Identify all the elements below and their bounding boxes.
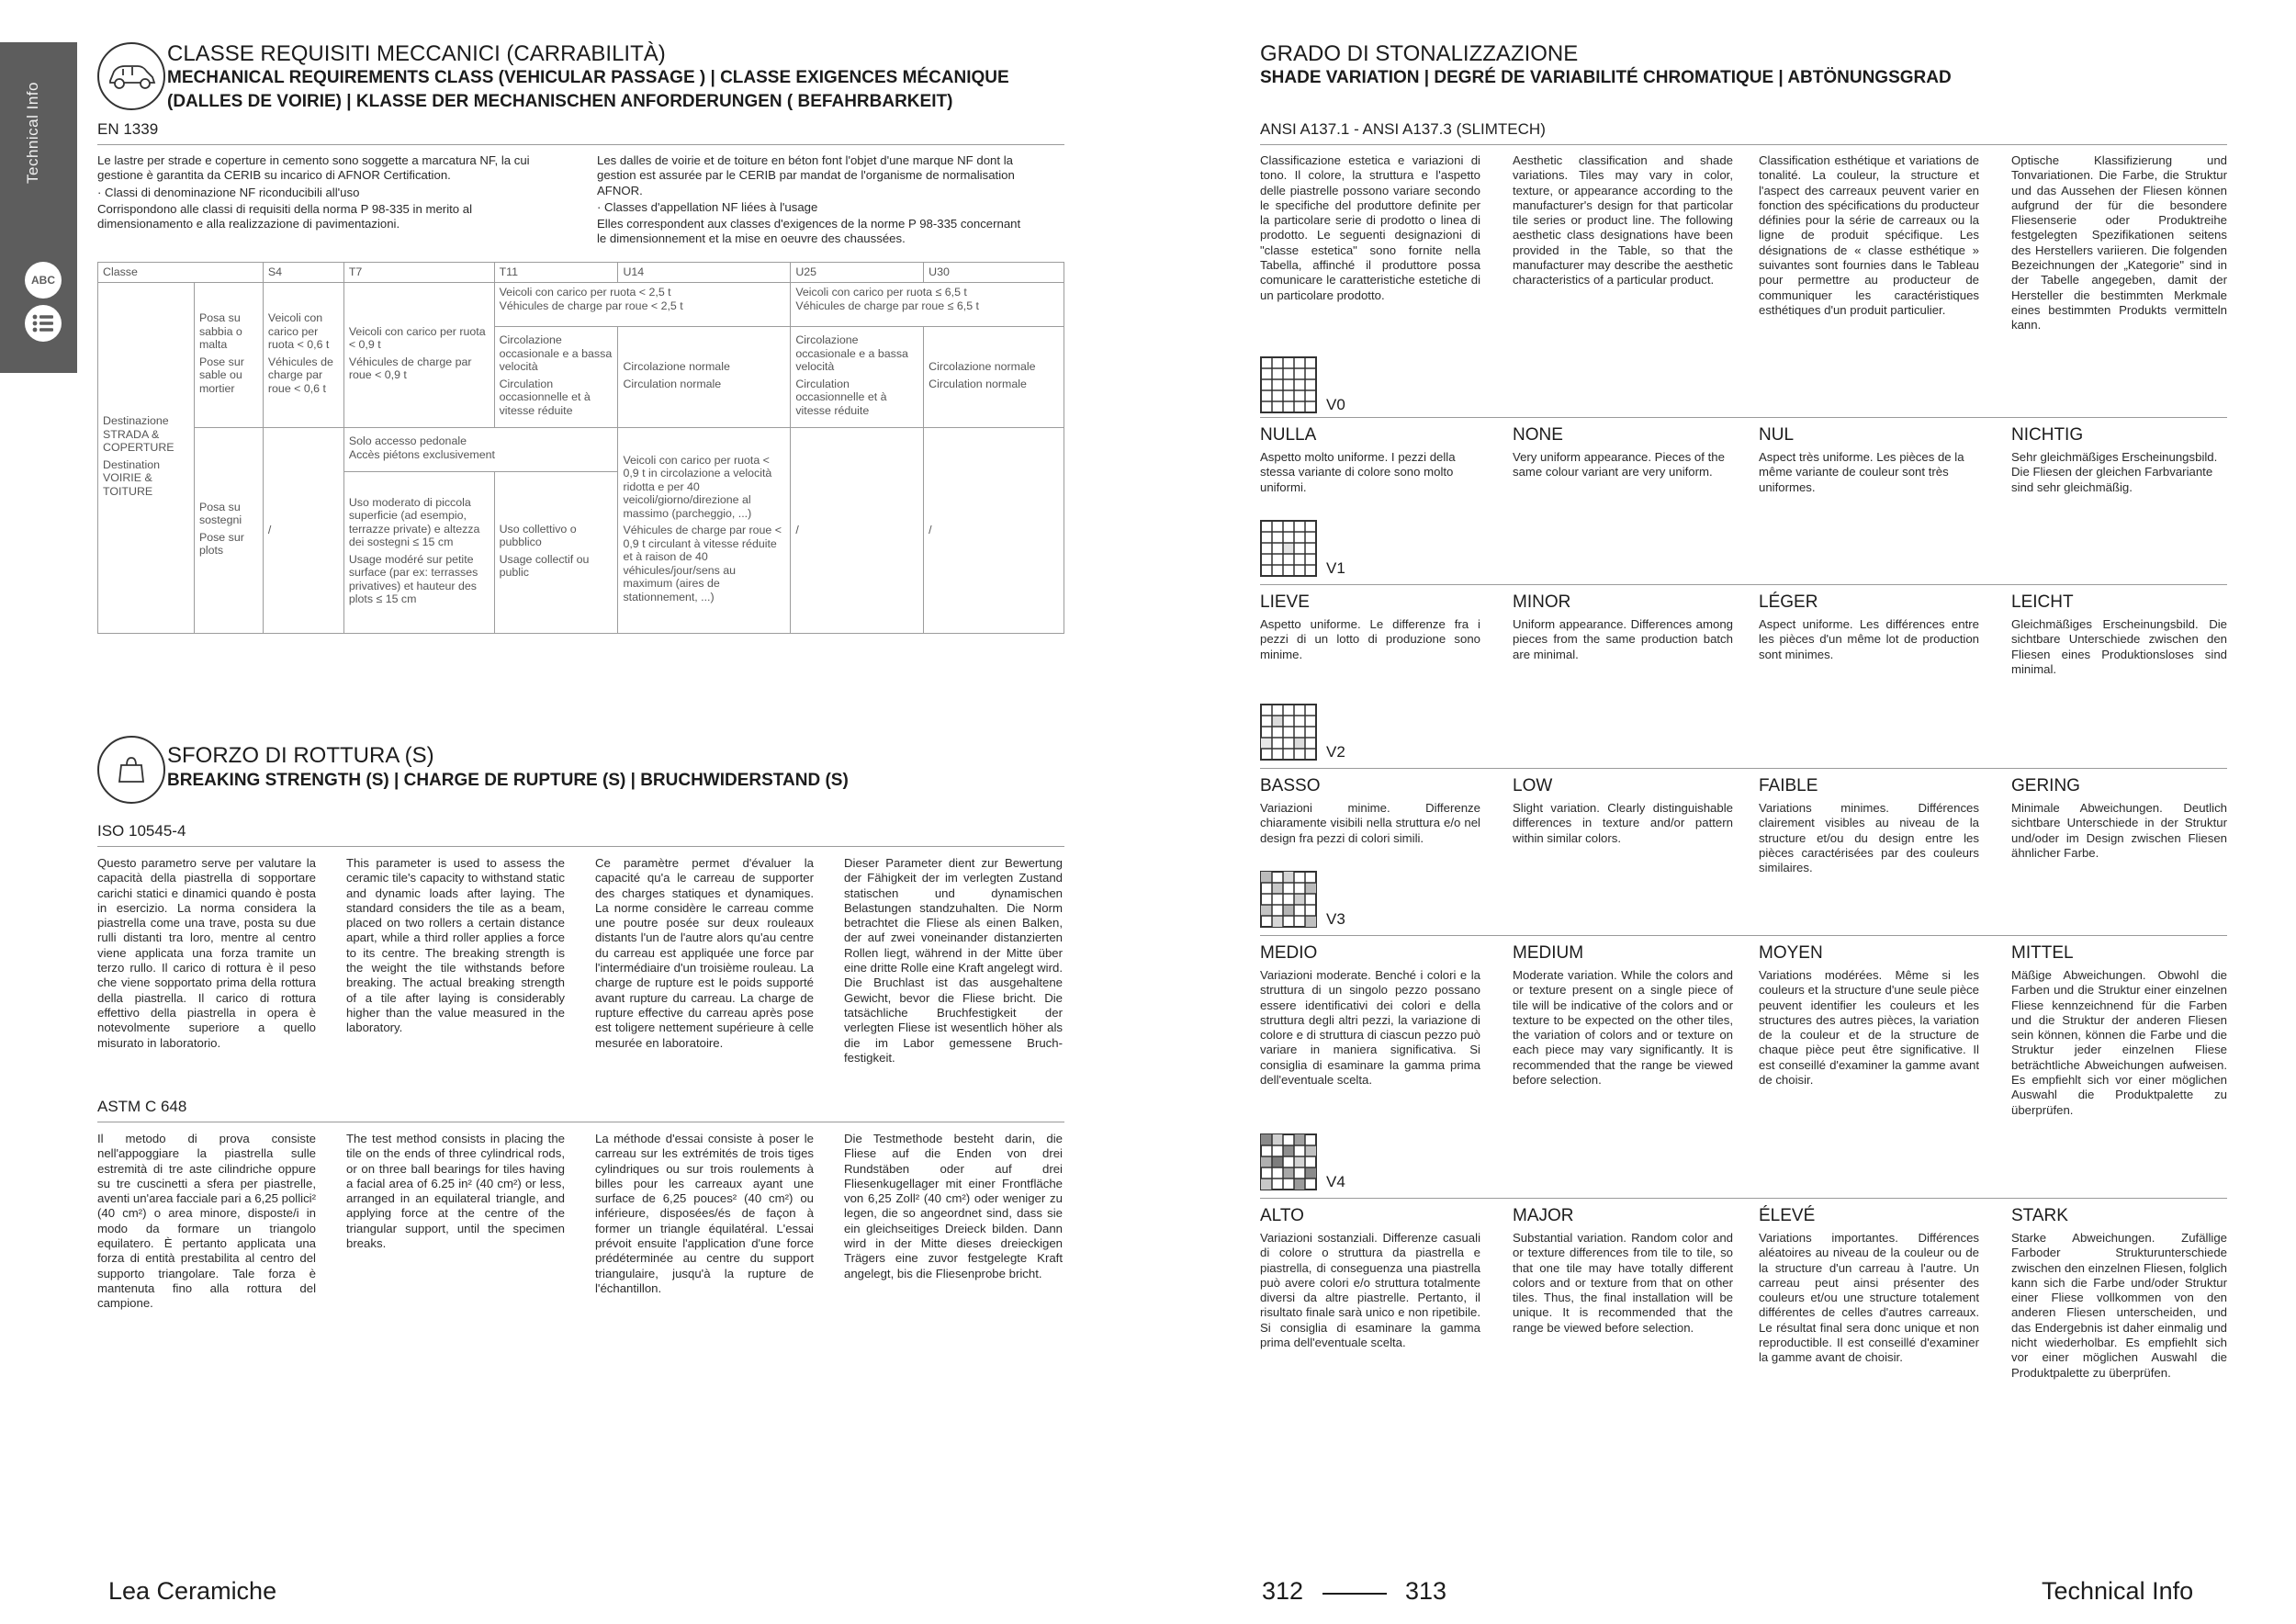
breaking-standard-iso: ISO 10545-4	[97, 822, 186, 840]
divider	[1260, 584, 2227, 585]
footer-brand: Lea Ceramiche	[108, 1577, 277, 1605]
table-cell: Uso moderato di piccola superficie (ad esempio, terrazze private) e altezza dei sostegni ≤ 15 cm Usage modéré sur petite surface (par ex: terrasses privatives) et hauteur des plots ≤ 15 cm	[343, 472, 494, 634]
shade-intro-en: Aesthetic classification and shade variations. Tiles may vary in color, texture, or appearance according to the manufacturer's design for that particolar tile series or product line. The following aesthetic class designations have been provided in the Table, so that the manufacturer may describe the aesthetic characteristics of a particular product.	[1513, 153, 1733, 288]
divider	[97, 144, 1064, 145]
shade-v2-desc-en: Slight variation. Clearly distinguishable differences in texture and/or pattern within similar colors.	[1513, 801, 1733, 845]
shade-v4-code: V4	[1326, 1173, 1345, 1190]
shade-v1-desc-it: Aspetto uniforme. Le differenze fra i pezzi di un lotto di produzione sono minime.	[1260, 617, 1480, 661]
shade-v0-desc-it: Aspetto molto uniforme. I pezzi della stessa variante di colore sono molto uniformi.	[1260, 450, 1456, 494]
shade-standard: ANSI A137.1 - ANSI A137.3 (SLIMTECH)	[1260, 120, 1546, 138]
table-cell: Veicoli con carico per ruota < 0,9 t Véhicules de charge par roue < 0,9 t	[343, 283, 494, 428]
shade-v3-name-de: MITTEL	[2011, 943, 2074, 963]
breaking-standard-astm: ASTM C 648	[97, 1098, 187, 1115]
astm-text-fr: La méthode d'essai consiste à poser le carreau sur les extrémités de trois tiges cylindriques ou sur trois roulements à billes pour les carreaux ayant une surface de 6,25 pouces² (40 cm²) ou inférieure, disposées/és de façon à former un triangle équilatéral. L'essai prévoit ensuite l'application d'une force prédéterminée au centre du support triangulaire, jusqu'à la rupture de l'échantillon.	[595, 1132, 814, 1295]
table-posa2-cell: Posa su sostegni Pose sur plots	[194, 428, 263, 634]
shade-v1-desc-de: Gleichmäßiges Erscheinungsbild. Die sichtbare Unterschiede zwischen den Fliesen eines Produktionsloses sind minimal.	[2011, 617, 2227, 676]
shade-v4-desc-en: Substantial variation. Random color and or texture differences from tile to tile, so that one tile may have totally different colors and or texture from that on other tiles. Thus, the final installation will be unique. It is recommended that the range be viewed before selection.	[1513, 1231, 1733, 1335]
shade-v1-name-it: LIEVE	[1260, 592, 1310, 612]
table-cell: Solo accesso pedonale Accès piétons exclusivement	[343, 428, 618, 472]
shade-v4-desc-fr: Variations importantes. Différences aléatoires au niveau de la couleur ou de la structure d'un carreau à l'autre. Un carreau peut ainsi présenter des couleurs et/ou une structure totalement différentes de celles d'autres carreaux. Le résultat final sera donc unique et non reproductible. Il est conseillé d'examiner la gamme avant de choisir.	[1759, 1231, 1979, 1365]
shade-title: GRADO DI STONALIZZAZIONE	[1260, 41, 1579, 66]
shade-intro-it: Classificazione estetica e variazioni di tono. Il colore, la struttura e l'aspetto delle piastrelle possono variare secondo le specifiche del produttore definite per la particolare serie di prodotto o linea di prodotto. Le seguenti designazioni di "classe estetica" sono fornite nella Tabella, affinché il produttore possa comunicare le caratteristiche estetiche di un particolare prodotto.	[1260, 153, 1480, 302]
shade-v3-icon	[1260, 871, 1317, 932]
table-cell: Veicoli con carico per ruota < 2,5 t Véhicules de charge par roue < 2,5 t	[494, 283, 791, 327]
shade-v2-desc-de: Minimale Abweichungen. Deutlich sichtbare Unterschiede in der Struktur und/oder im Design zwischen Fliesen ähnlicher Farbe.	[2011, 801, 2227, 860]
shade-v1-code: V1	[1326, 559, 1345, 577]
page-number-left: 312	[1262, 1577, 1304, 1605]
shade-v4-name-fr: ÉLEVÉ	[1759, 1206, 1816, 1225]
shade-v4-desc-it: Variazioni sostanziali. Differenze casuali di colore o struttura da piastrella e piastrella, di conseguenza una piastrella può avere colori e/o struttura totalmente diversi da altre piastrelle. Pertanto, il risultato finale sarà unico e non ripetibile. Si consiglia di esaminare la gamma prima dell'eventuale scelta.	[1260, 1231, 1480, 1350]
shade-v1-icon	[1260, 520, 1317, 581]
shade-v2-name-en: LOW	[1513, 776, 1553, 795]
shade-v4-name-it: ALTO	[1260, 1206, 1304, 1225]
table-cell: /	[263, 428, 343, 634]
table-cell: Veicoli con carico per ruota < 0,9 t in circolazione a velocità ridotta e per 40 veicoli/giorno/direzione al massimo (parcheggio, ...) Véhicules de charge par roue < 0,9 t circulant à vitesse réduite et à raison de 40 véhicules/jour/sens au maximum (aires de stationnement, ...)	[618, 428, 791, 634]
astm-text-en: The test method consists in placing the tile on the ends of three cylindrical rods, or on three ball bearings for tiles having a facial area of 6.25 in² (40 cm²) or less, arranged in an equilateral triangle, and applying force at the centre of the triangular support, until the specimen breaks.	[346, 1132, 565, 1251]
mech-standard: EN 1339	[97, 120, 159, 138]
table-cell: Circolazione normale Circulation normale	[924, 327, 1064, 428]
shade-subtitle: SHADE VARIATION | DEGRÉ DE VARIABILITÉ CHROMATIQUE | ABTÖNUNGSGRAD	[1260, 68, 1952, 87]
table-posa1-cell: Posa su sabbia o malta Pose sur sable ou mortier	[194, 283, 263, 428]
shade-v0-desc-en: Very uniform appearance. Pieces of the same colour variant are very uniform.	[1513, 450, 1725, 479]
shade-v0-name-it: NULLA	[1260, 425, 1317, 445]
footer-section: Technical Info	[2042, 1577, 2194, 1605]
table-destination-cell: Destinazione STRADA & COPERTURE Destination VOIRIE & TOITURE	[98, 283, 195, 634]
iso-text-de: Dieser Parameter dient zur Bewertung der Fähigkeit der im verlegten Zustand statischen und dynamischen Belastungen standzuhalten. Die Norm betrachtet die Fliese als einen Balken, der auf zwei voneinander distanzierten Rollen liegt, während in der Mitte über eine dritte Rolle eine Kraft angelegt wird. Die Bruchlast ist das ausgehaltene Gewicht, bevor die Fliese bricht. Die tatsächliche Bruchfestigkeit der verlegten Fliese ist wesentlich höher als die im Labor gemessene Bruch-festigkeit.	[844, 856, 1063, 1065]
table-cell: Veicoli con carico per ruota < 0,6 t Véhicules de charge par roue < 0,6 t	[263, 283, 343, 428]
shade-v3-name-fr: MOYEN	[1759, 943, 1823, 963]
mech-subtitle-1: MECHANICAL REQUIREMENTS CLASS (VEHICULAR PASSAGE ) | CLASSE EXIGENCES MÉCANIQUE	[167, 68, 1009, 87]
shade-v3-name-it: MEDIO	[1260, 943, 1318, 963]
shade-v3-name-en: MEDIUM	[1513, 943, 1584, 963]
shade-v4-name-en: MAJOR	[1513, 1206, 1574, 1225]
shade-v3-code: V3	[1326, 910, 1345, 928]
shade-v4-name-de: STARK	[2011, 1206, 2068, 1225]
weight-icon	[97, 736, 165, 804]
page-number-right: 313	[1405, 1577, 1447, 1605]
divider	[97, 846, 1064, 847]
shade-v0-name-fr: NUL	[1759, 425, 1795, 445]
iso-text-en: This parameter is used to assess the ceramic tile's capacity to withstand static and dynamic loads after laying. The standard considers the tile as a beam, placed on two rollers a certain distance apart, while a third roller applies a force to its centre. The breaking strength is the weight the tile withstands before breaking. The actual breaking strength of a tile after laying is considerably higher than the value measured in the laboratory.	[346, 856, 565, 1035]
mech-class-table	[97, 262, 1064, 634]
breaking-subtitle: BREAKING STRENGTH (S) | CHARGE DE RUPTURE (S) | BRUCHWIDERSTAND (S)	[167, 771, 849, 790]
shade-v0-desc-fr: Aspect très uniforme. Les pièces de la même variante de couleur sont très uniformes.	[1759, 450, 1964, 494]
car-icon	[97, 42, 165, 110]
list-icon[interactable]	[25, 305, 62, 342]
mech-title: CLASSE REQUISITI MECCANICI (CARRABILITÀ)	[167, 41, 666, 66]
table-cell: Veicoli con carico per ruota ≤ 6,5 t Véhicules de charge par roue ≤ 6,5 t	[791, 283, 1064, 327]
breaking-title: SFORZO DI ROTTURA (S)	[167, 743, 434, 768]
shade-v1-name-fr: LÉGER	[1759, 592, 1818, 612]
mech-intro-fr: Les dalles de voirie et de toiture en béton font l'objet d'une marque NF dont la gestion est assurée par le CERIB par mandat de l'organisme de normalisation AFNOR. · Classes d'appellation NF liées à l'usage Elles correspondent aux classes d'exigences de la norme P 98-335 concernant le dimensionnement et la mise en oeuvre des chaussées.	[597, 153, 1021, 246]
shade-intro-fr: Classification esthétique et variations de tonalité. La couleur, la structure et l'aspect des carreaux peuvent varier en fonction des spécifications du producteur définies pour la série de carreaux ou la ligne de produit spécifique. Les désignations de « classe esthétique » suivantes sont fournies dans le Tableau pour permettre au producteur de communiquer les caractéristiques esthétiques d'un produit particulier.	[1759, 153, 1979, 317]
iso-text-fr: Ce paramètre permet d'évaluer la capacité qu'a le carreau de supporter des charges statiques et dynamiques. La norme considère le carreau comme une poutre posée sur deux rouleaux distants l'un de l'autre alors qu'au centre du carreau est appliquée une force par l'intermédiaire d'un troisième rouleau. La charge de rupture est le poids supporté avant rupture du carreau. La charge de rupture effective du carreau après pose est toligere nettement supérieure à celle mesurée en laboratoire.	[595, 856, 814, 1050]
shade-v2-name-it: BASSO	[1260, 776, 1321, 795]
shade-v2-code: V2	[1326, 743, 1345, 761]
table-cell: /	[791, 428, 924, 634]
shade-v2-desc-fr: Variations minimes. Différences clairement visibles au niveau de la structure et/ou du design entre les pièces caractérisées par des couleurs similaires.	[1759, 801, 1979, 875]
shade-v0-name-en: NONE	[1513, 425, 1563, 445]
shade-v2-name-de: GERING	[2011, 776, 2080, 795]
shade-v2-desc-it: Variazioni minime. Differenze chiaramente visibili nella struttura e/o nel design fra pezzi di colori simili.	[1260, 801, 1480, 845]
mech-subtitle-2: (DALLES DE VOIRIE) | KLASSE DER MECHANISCHEN ANFORDERUNGEN ( BEFAHRBARKEIT)	[167, 92, 953, 111]
divider	[1260, 935, 2227, 936]
shade-v1-name-de: LEICHT	[2011, 592, 2074, 612]
shade-v1-desc-fr: Aspect uniforme. Les différences entre les pièces d'un même lot de production sont minimes.	[1759, 617, 1979, 661]
shade-v2-icon	[1260, 704, 1317, 765]
iso-text-it: Questo parametro serve per valutare la capacità della piastrella di sopportare carichi statici e dinamici quando è posta in esercizio. La norma considera la piastrella come una trave, posta su due rulli distanti tra loro, mentre al centro viene applicata una forza tramite un terzo rullo. Il carico di rottura è il peso che viene sopportato prima della rottura della piastrella. Il carico di rottura effettivo della piastrella in opera è notevolmente superiore a quello misurato in laboratorio.	[97, 856, 316, 1050]
divider	[1260, 417, 2227, 418]
shade-v2-name-fr: FAIBLE	[1759, 776, 1818, 795]
table-cell: Circolazione occasionale e a bassa velocità Circulation occasionnelle et à vitesse réduite	[494, 327, 618, 428]
table-cell: /	[924, 428, 1064, 634]
table-cell: Circolazione normale Circulation normale	[618, 327, 791, 428]
table-header-row: Classe S4 T7 T11 U14 U25 U30	[98, 263, 1064, 283]
shade-v0-desc-de: Sehr gleichmäßiges Erscheinungsbild. Die Fliesen der gleichen Farbvariante sind sehr gleichmäßig.	[2011, 450, 2218, 494]
divider	[1260, 144, 2227, 145]
shade-v0-name-de: NICHTIG	[2011, 425, 2084, 445]
shade-v3-desc-it: Variazioni moderate. Benché i colori e la struttura di un singolo pezzo possano essere identificativi dei colori e della struttura degli altri pezzi, la variazione di colore e di struttura di ciascun pezzo può variare in maniera significativa. Si consiglia di esaminare la gamma prima dell'eventuale scelta.	[1260, 968, 1480, 1088]
table-cell: Uso collettivo o pubblico Usage collectif ou public	[494, 472, 618, 634]
shade-v0-code: V0	[1326, 396, 1345, 413]
sidebar-tab-label: Technical Info	[24, 82, 41, 185]
shade-v4-desc-de: Starke Abweichungen. Zufällige Farboder Strukturunterschiede zwischen den einzelnen Fliesen, folglich kann sich die Farbe und/oder Struktur einer Fliese vollkommen von den anderen Fliesen unterscheiden, und das Endergebnis ist daher einmalig und nicht wiederholbar. Es empfiehlt sich vor einer möglichen Auswahl die Produktpalette zu überprüfen.	[2011, 1231, 2227, 1380]
shade-intro-de: Optische Klassifizierung und Tonvariationen. Die Farbe, die Struktur und das Aussehen der Fliesen können aufgrund der für die besondere Fliesenserie oder Produktreihe festgelegten Spezifikationen seitens des Herstellers variieren. Die folgenden Bezeichnungen der „Kategorie" sind in der Tabelle angegeben, damit der Hersteller die bestimmten Merkmale eines bestimmten Produkts vermitteln kann.	[2011, 153, 2227, 333]
astm-text-it: Il metodo di prova consiste nell'appoggiare la piastrella sulle estremità di tre aste cilindriche oppure su tre cuscinetti a sfera per piastrelle, aventi un'area facciale pari a 6,25 pollici² (40 cm²) o area minore, disposte/i in modo da formare un triangolo equilatero. È pertanto applicata una forza di entità prestabilita al centro del supporto triangolare. Tale forza è mantenuta fino alla rottura del campione.	[97, 1132, 316, 1311]
shade-v3-desc-de: Mäßige Abweichungen. Obwohl die Farben und die Struktur einer einzelnen Fliese kennzeichnend für die Farben und die Struktur der anderen Fliesen sein können, können die Farbe und die Struktur jeder einzelnen Fliese beträchtliche Abweichungen aufweisen. Es empfiehlt sich vor einer möglichen Auswahl die Produktpalette zu überprüfen.	[2011, 968, 2227, 1117]
divider	[1260, 1198, 2227, 1199]
astm-text-de: Die Testmethode besteht darin, die Fliese auf die Enden von drei Rundstäben oder auf drei Fliesenkugellager mit einer Frontfläche von 6,25 Zoll² (40 cm²) oder weniger zu legen, die so angeordnet sind, dass sie ein gleichseitiges Dreieck bilden. Dann wird in der Mitte dieses dreieckigen Trägers eine zuvor festgelegte Kraft angelegt, bis die Fliesenprobe bricht.	[844, 1132, 1063, 1280]
table-cell: Circolazione occasionale e a bassa velocità Circulation occasionnelle et à vitesse réduite	[791, 327, 924, 428]
shade-v1-name-en: MINOR	[1513, 592, 1571, 612]
abc-icon[interactable]: ABC	[25, 262, 62, 299]
shade-v0-icon	[1260, 356, 1317, 418]
shade-v4-icon	[1260, 1133, 1317, 1195]
shade-v3-desc-fr: Variations modérées. Même si les couleurs et la structure d'une seule pièce peuvent identifier les couleurs et les structures des autres pièces, la variation de la couleur et de la structure de chaque pièce peut être significative. Il est conseillé d'examiner la gamme avant de choisir.	[1759, 968, 1979, 1088]
divider	[1260, 768, 2227, 769]
mech-intro-it: Le lastre per strade e coperture in cemento sono soggette a marcatura NF, la cui gestione è garantita da CERIB su incarico di AFNOR Certification. · Classi di denominazione NF riconducibili all'uso Corrispondono alle classi di requisiti della norma P 98-335 in merito al dimensionamento e alla realizzazione di pavimentazioni.	[97, 153, 530, 231]
shade-v3-desc-en: Moderate variation. While the colors and or texture present on a single piece of tile will be indicative of the colors and or texture to be expected on the other tiles, the variation of colors and or texture on each piece may vary significantly. It is recommended that the range be viewed before selection.	[1513, 968, 1733, 1088]
shade-v1-desc-en: Uniform appearance. Differences among pieces from the same production batch are minimal.	[1513, 617, 1733, 661]
page-number-separator	[1322, 1593, 1387, 1595]
